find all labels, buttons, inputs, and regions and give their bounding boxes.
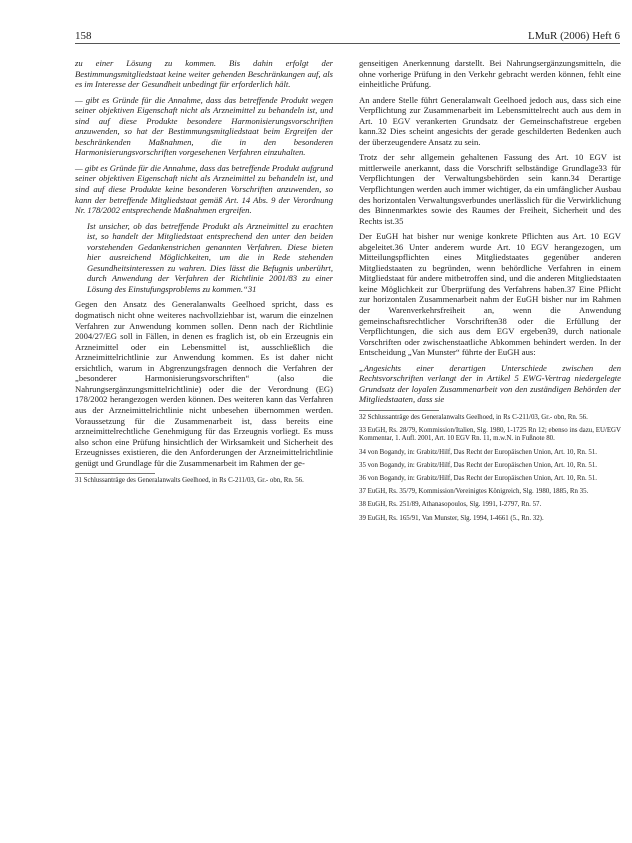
footnote: 36 von Bogandy, in: Grabitz/Hilf, Das Recht der Europäischen Union, Art. 10, Rn. 51. [359,474,598,482]
quoted-paragraph: „Angesichts einer derartigen Unterschiede zwischen den Rechtsvorschriften verlangt der in Artikel 5 EWG-Vertrag niedergelegte Grundsatz der loyalen Zusammenarbeit von den zuständigen Behörden der Mitgliedstaaten, dass sie [359,362,621,405]
footnote: 35 von Bogandy, in: Grabitz/Hilf, Das Recht der Europäischen Union, Art. 10, Rn. 51. [359,461,598,469]
footnote: 32 Schlussanträge des Generalanwalts Geelhoed, in Rs C-211/03, Gr.- obn, Rn. 56. [359,413,588,421]
footnote: 31 Schlussanträge des Generalanwalts Geelhoed, in Rs C-211/03, Gr.- obn, Rn. 56. [75,477,304,485]
body-paragraph: Trotz der sehr allgemein gehaltenen Fassung des Art. 10 EGV ist mittlerweile anerkannt, dass die Vorschrift selbständige Grundlage33 für Verpflichtungen der Verwaltungsbehörden sein kann.34 Derartige Verpflichtungen werden auch immer wichtiger, da ein umfänglicher Ausbau des horizontalen Verwaltungsverbundes unerlässlich für die Verwirklichung des Binnenmarktes sowie des Raumes der Freiheit, Sicherheit und des Rechts ist.35 [359,152,621,226]
left-column [75,58,333,485]
body-paragraph: Der EuGH hat bisher nur wenige konkrete Pflichten aus Art. 10 EGV abgeleitet.36 Unter anderem wurde Art. 10 EGV herangezogen, um Mitteilungspflichten eines Mitgliedstaates gegenüber anderen Mitgliedstaaten zu begründen, wenn behördliche Verfahren in einem Mitgliedstaat für andere mitbetroffen sind, und die anderen Mitgliedstaaten keine Möglichkeit zur Überprüfung des Verfahrens haben.37 Eine Pflicht zur horizontalen Zusammenarbeit nahm der EuGH bisher nur im Rahmen der Warenverkehrsfreiheit an, wenn die Anwendung gemeinschaftsrechtlicher Vorschriften38 oder die Erfüllung der Verpflichtungen, die sich aus dem EGV ergeben39, durch nationale Vorschriften oder zwischenstaatliche Abkommen behindert werden. In der Entscheidung „Van Munster“ führte der EuGH aus: [359,231,621,358]
footnote: 37 EuGH, Rs. 35/79, Kommission/Vereinigtes Königreich, Slg. 1980, 1885, Rn 35. [359,488,589,496]
body-paragraph: genseitigen Anerkennung darstellt. Bei Nahrungsergänzungsmitteln, die ohne vorherige Prüfung in den Verkehr gebracht werden können, fehlt eine einheitliche Prüfung. [359,58,621,90]
footnote-rule [75,473,155,474]
body-paragraph: Gegen den Ansatz des Generalanwalts Geelhoed spricht, dass es dogmatisch nicht ohne weiteres nachvollziehbar ist, warum die einzelnen Verfahren zur Anwendung kommen sollen. Denn nach der Richtlinie 2004/27/EG soll in Fällen, in denen es fraglich ist, ob ein Erzeugnis ein Arzneimittel oder ein Lebensmittel ist, ausschließlich die Arzneimittelrichtlinie zur Anwendung kommen. Es ist daher nicht ersichtlich, warum in Abgrenzungsfragen dennoch die Verfahren der „besonderer Harmonisierungsvorschriften“ (also die Nahrungsergänzungsmittelrichtlinie) oder die der Verordnung (EG) 178/2002 herangezogen werden können. Des weiteren kann das Verfahren aus der Arzneimittelrichtlinie nicht unbesehen übernommen werden. Voraussetzung für die Zusammenarbeit ist, dass bereits eine arzneimittelrechtliche Genehmigung für das Erzeugnis vorliegt. Es muss also schon eine Prüfung hinsichtlich der Wirksamkeit und Sicherheit des Erzeugnisses existieren, die den Anforderungen der Arzneimittelrichtlinie genügt und Grundlage für die Zusammenarbeit im Rahmen der ge- [75,299,333,468]
quoted-paragraph: Ist unsicher, ob das betreffende Produkt als Arzneimittel zu erachten ist, so handelt der Mitgliedstaat entsprechend den unter den beiden vorstehenden Gedankenstrichen genannten Verfahren. Diese bieten hier ausreichend Möglichkeiten, um die in Rede stehenden Gesundheitsinteressen zu wahren. Dies lässt die Befugnis unberührt, durch Anwendung der Verfahren der Richtlinie 2001/83 zu einer Lösung des Einstufungsproblems zu kommen.“31 [87,220,333,294]
header-rule [75,43,620,44]
page-number: 158 [75,30,92,42]
right-column [359,58,621,523]
footnote: 34 von Bogandy, in: Grabitz/Hilf, Das Recht der Europäischen Union, Art. 10, Rn. 51. [359,448,598,456]
running-header [75,30,620,46]
footnote: 38 EuGH, Rs. 251/89, Athanasopoulos, Slg. 1991, I-2797, Rn. 57. [359,501,542,509]
footnote: 39 EuGH, Rs. 165/91, Van Munster, Slg. 1994, I-4661 (5., Rn. 32). [359,514,544,522]
quoted-paragraph: zu einer Lösung zu kommen. Bis dahin erfolgt der Bestimmungsmitgliedstaat keine weiter gehenden Beschränkungen auf, als es im Interesse der Gesundheit unbedingt für erforderlich hält. [75,58,333,90]
quoted-paragraph: — gibt es Gründe für die Annahme, dass das betreffende Produkt wegen seiner objektiven Eigenschaft nicht als Arzneimittel zu behandeln ist, und sind auf diese Produkte besondere Harmonisierungsvorschriften anzuwenden, so hat der Bestimmungsmitgliedstaat beim Ergreifen der beschränkenden Maßnahmen, die in den besonderen Harmonisierungsvorschriften vorgesehenen Verfahren einzuhalten. [75,94,333,158]
footnote-rule [359,410,439,411]
journal-reference: LMuR (2006) Heft 6 [528,30,620,42]
body-paragraph: An andere Stelle führt Generalanwalt Geelhoed jedoch aus, dass sich eine Verpflichtung zur Zusammenarbeit im Lebensmittelrecht auch aus dem in Art. 10 EGV verankerten Grundsatz der Gemeinschaftstreue ergeben kann.32 Dies scheint angesichts der gerade geschilderten Bedenken auch der überzeugendere Ansatz zu sein. [359,94,621,147]
quoted-paragraph: — gibt es Gründe für die Annahme, dass das betreffende Produkt aufgrund seiner objektiven Eigenschaft nicht als Arzneimittel zu behandeln ist, und sind auf diese Produkte keine besonderen Vorschriften anzuwenden, so kann der betreffende Mitgliedstaat gemäß Art. 14 Abs. 9 der Verordnung Nr. 178/2002 entsprechende Maßnahmen ergreifen. [75,162,333,216]
footnote: 33 EuGH, Rs. 28/79, Kommission/Italien, Slg. 1980, 1-1725 Rn 12; ebenso ins dazu, EU/EGV Kommentar, 1. Aufl. 2001, Art. 10 EGV Rn. 11, m.w.N. in Fußnote 80. [359,427,621,443]
